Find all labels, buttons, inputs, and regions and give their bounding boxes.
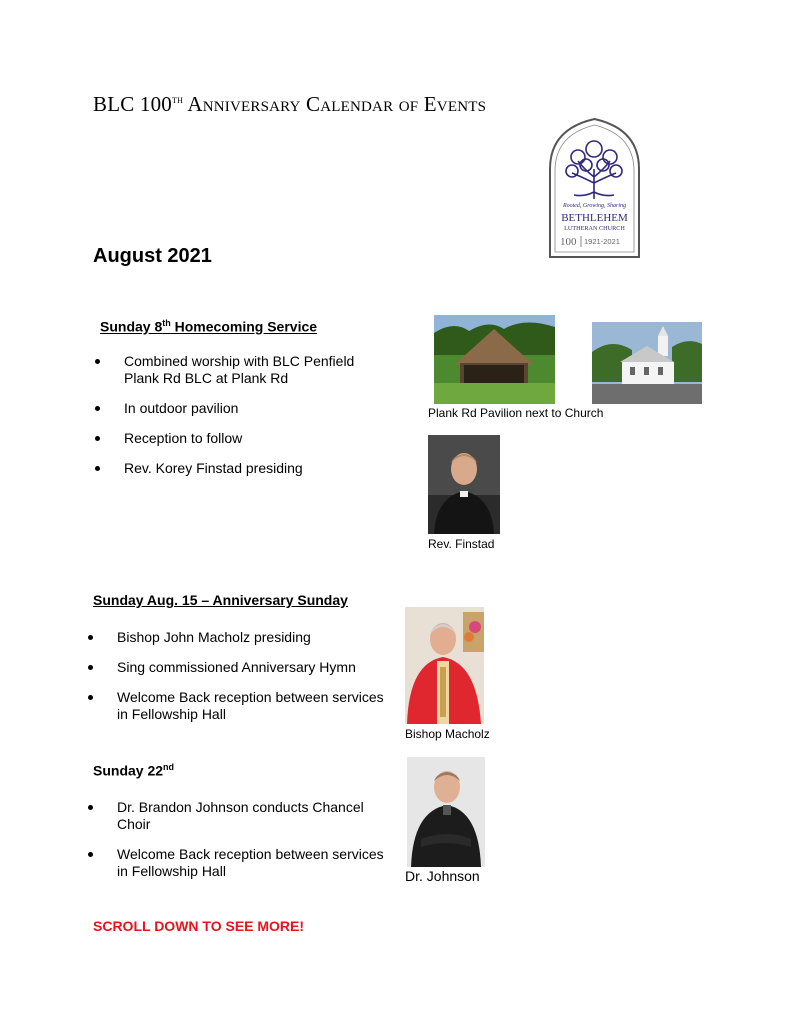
johnson-caption: Dr. Johnson — [405, 868, 480, 884]
list-item: Dr. Brandon Johnson conducts Chancel Choir — [86, 799, 386, 833]
finstad-caption: Rev. Finstad — [428, 537, 495, 551]
finstad-photo — [428, 435, 500, 534]
svg-text:100: 100 — [560, 236, 577, 248]
month-heading: August 2021 — [93, 245, 212, 267]
list-item: Sing commissioned Anniversary Hymn — [86, 659, 386, 676]
svg-text:BETHLEHEM: BETHLEHEM — [561, 212, 628, 224]
scroll-down-notice: SCROLL DOWN TO SEE MORE! — [93, 918, 305, 934]
church-logo — [548, 117, 641, 259]
page-title: BLC 100th Anniversary Calendar of Events — [93, 92, 487, 116]
church-photo — [592, 322, 702, 404]
list-item: Welcome Back reception between services in Fellowship Hall — [86, 846, 386, 880]
event-list-homecoming — [93, 353, 393, 490]
event-heading-homecoming: Sunday 8th Homecoming Service — [100, 318, 318, 335]
johnson-photo — [407, 757, 485, 867]
event-list-sunday-22 — [86, 799, 386, 893]
event-heading-sunday-22: Sunday 22nd — [93, 762, 175, 779]
pavilion-caption: Plank Rd Pavilion next to Church — [428, 406, 604, 420]
event-list-anniversary — [86, 629, 386, 736]
event-heading-anniversary: Sunday Aug. 15 – Anniversary Sunday — [93, 592, 348, 608]
list-item: Welcome Back reception between services in Fellowship Hall — [86, 689, 386, 723]
svg-text:LUTHERAN CHURCH: LUTHERAN CHURCH — [564, 225, 625, 232]
macholz-caption: Bishop Macholz — [405, 727, 490, 741]
list-item: Reception to follow — [93, 430, 393, 447]
macholz-photo — [405, 607, 484, 724]
list-item: In outdoor pavilion — [93, 400, 393, 417]
svg-text:Rooted, Growing, Sharing: Rooted, Growing, Sharing — [562, 203, 627, 209]
list-item: Combined worship with BLC Penfield Plank Rd BLC at Plank Rd — [93, 353, 393, 387]
list-item: Rev. Korey Finstad presiding — [93, 460, 393, 477]
list-item: Bishop John Macholz presiding — [86, 629, 386, 646]
svg-text:1921-2021: 1921-2021 — [584, 237, 620, 246]
pavilion-photo — [434, 315, 555, 404]
